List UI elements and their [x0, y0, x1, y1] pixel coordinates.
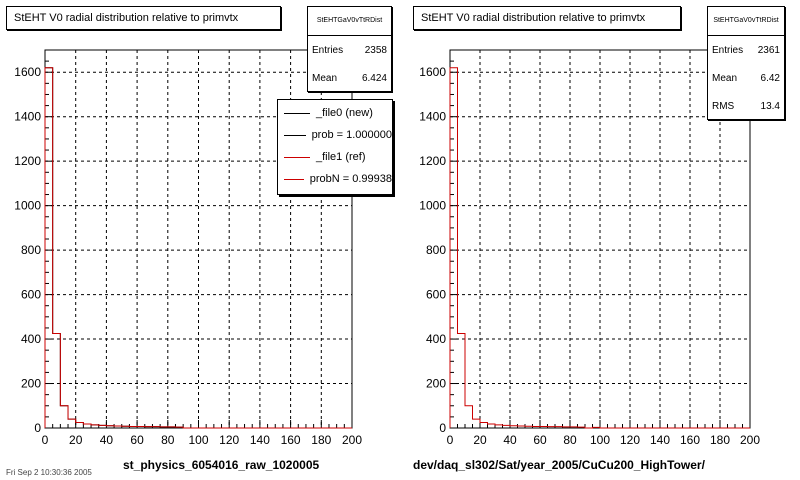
legend-entry — [278, 102, 392, 124]
legend-label: probN = 0.99938 — [309, 173, 392, 185]
right-chart-title: StEHT V0 radial distribution relative to primvtx — [413, 6, 681, 30]
footer-timestamp: Fri Sep 2 10:30:36 2005 — [6, 468, 92, 477]
y-tick-label: 0 — [34, 421, 41, 435]
x-tick-label: 80 — [563, 433, 577, 447]
stat-label: RMS — [712, 100, 735, 112]
x-tick-label: 40 — [99, 433, 114, 447]
right-stats-entries-row — [708, 36, 784, 64]
x-tick-label: 100 — [188, 433, 209, 447]
left-stats-entries-row — [308, 36, 391, 64]
right-stats-mean-row — [708, 64, 784, 92]
stat-value: 2358 — [364, 44, 387, 56]
right-x-axis-label: dev/daq_sl302/Sat/year_2005/CuCu200_HighTower/ — [413, 458, 705, 472]
x-tick-label: 20 — [473, 433, 487, 447]
right-stats-name: StEHTGaV0vTtRDist — [708, 7, 784, 36]
y-tick-label: 0 — [439, 421, 446, 435]
x-tick-label: 160 — [679, 433, 701, 447]
left-stats-name: StEHTGaV0vTtRDist — [308, 7, 391, 36]
left-x-axis-label: st_physics_6054016_raw_1020005 — [123, 458, 320, 472]
x-tick-label: 200 — [341, 433, 363, 447]
y-tick-label: 600 — [425, 287, 446, 302]
x-tick-label: 60 — [533, 433, 547, 447]
legend-entry — [278, 124, 392, 146]
x-tick-label: 80 — [161, 433, 175, 447]
y-tick-label: 1600 — [14, 65, 41, 80]
x-tick-label: 120 — [619, 433, 641, 447]
y-tick-label: 1600 — [419, 65, 446, 80]
legend-label: _file0 (new) — [316, 107, 373, 119]
x-tick-label: 100 — [589, 433, 611, 447]
x-tick-label: 20 — [69, 433, 83, 447]
x-tick-label: 180 — [709, 433, 731, 447]
y-tick-label: 400 — [425, 332, 446, 347]
y-tick-label: 1000 — [14, 198, 41, 213]
y-tick-label: 200 — [425, 376, 446, 391]
histogram-series-0 — [450, 68, 750, 428]
x-tick-label: 140 — [649, 433, 671, 447]
right-stats-box — [707, 6, 785, 120]
legend-entry — [278, 146, 392, 168]
y-tick-label: 800 — [425, 243, 446, 258]
legend-line-swatch — [284, 179, 304, 180]
legend-entry — [278, 168, 392, 190]
legend-line-swatch — [284, 135, 306, 136]
right-stats-rms-row — [708, 92, 784, 120]
left-stats-mean-row — [308, 64, 391, 92]
left-chart-title: StEHT V0 radial distribution relative to primvtx — [6, 6, 281, 30]
y-tick-label: 1000 — [419, 198, 446, 213]
stat-label: Entries — [712, 44, 744, 56]
stat-value: 2361 — [757, 44, 780, 56]
x-tick-label: 0 — [41, 433, 49, 447]
y-tick-label: 1400 — [419, 109, 446, 124]
y-tick-label: 1200 — [419, 154, 446, 169]
x-tick-label: 60 — [130, 433, 144, 447]
y-tick-label: 400 — [20, 332, 41, 347]
x-tick-label: 120 — [219, 433, 240, 447]
x-tick-label: 0 — [446, 433, 454, 447]
stat-label: Entries — [312, 44, 344, 56]
stat-value: 6.42 — [760, 72, 780, 84]
y-tick-label: 1200 — [14, 154, 41, 169]
y-tick-label: 1400 — [14, 109, 41, 124]
x-tick-label: 200 — [739, 433, 761, 447]
stat-label: Mean — [712, 72, 738, 84]
x-tick-label: 160 — [280, 433, 301, 447]
y-tick-label: 800 — [20, 243, 41, 258]
stat-value: 6.424 — [361, 72, 387, 84]
stat-label: Mean — [312, 72, 338, 84]
left-stats-box — [307, 6, 392, 92]
legend-line-swatch — [284, 113, 310, 114]
legend-label: _file1 (ref) — [316, 151, 366, 163]
left-legend — [277, 99, 393, 195]
y-tick-label: 200 — [20, 376, 41, 391]
y-tick-label: 600 — [20, 287, 41, 302]
legend-line-swatch — [284, 157, 310, 158]
x-tick-label: 140 — [249, 433, 270, 447]
x-tick-label: 180 — [311, 433, 332, 447]
stat-value: 13.4 — [760, 100, 780, 112]
legend-label: prob = 1.000000 — [311, 129, 392, 141]
x-tick-label: 40 — [503, 433, 517, 447]
